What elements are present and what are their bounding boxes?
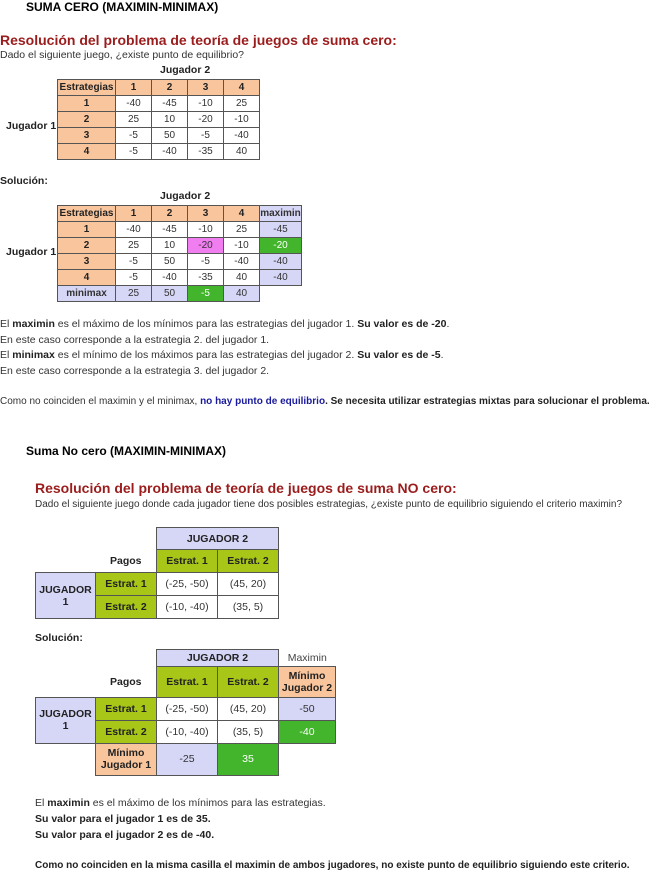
zero-sum-solution-label: Solución:	[0, 175, 48, 187]
minimax-cell: 25	[116, 286, 152, 302]
player1-header: JUGADOR 1	[36, 573, 96, 619]
cell: 10	[152, 238, 188, 254]
pagos-label: Pagos	[109, 675, 142, 688]
zero-sum-section-title: SUMA CERO (MAXIMIN-MINIMAX)	[26, 0, 219, 14]
cell: -45	[152, 222, 188, 238]
cell: -5	[116, 254, 152, 270]
col-header: Estrat. 1	[157, 550, 218, 573]
row-header: 2	[58, 112, 116, 128]
text: es el mínimo de los máximos para las estrategias del jugador 2.	[54, 349, 358, 361]
min-j1-cell: -25	[157, 743, 218, 776]
cell: -35	[188, 270, 224, 286]
col-header: 4	[224, 206, 260, 222]
col-header: 1	[116, 206, 152, 222]
cell: -10	[188, 222, 224, 238]
col-header: Estrat. 2	[218, 667, 279, 698]
cell: -5	[116, 128, 152, 144]
cell: -5	[188, 254, 224, 270]
col-header: 3	[188, 80, 224, 96]
col-header: Estrat. 2	[218, 550, 279, 573]
cell: (-10, -40)	[157, 596, 218, 619]
minimax-cell: 40	[224, 286, 260, 302]
minimax-best-cell: -5	[188, 286, 224, 302]
row-header: Estrat. 2	[96, 720, 157, 743]
maximin-cell: -40	[260, 254, 302, 270]
text: es el máximo de los mínimos para las estrategias del jugador 1.	[54, 318, 358, 330]
min-j2-cell: -50	[279, 697, 336, 720]
cell: -40	[152, 144, 188, 160]
cell: (35, 5)	[218, 720, 279, 743]
row-header: 1	[58, 222, 116, 238]
non-zero-sum-heading: Resolución del problema de teoría de juegos de suma NO cero:	[35, 480, 457, 496]
player2-header: JUGADOR 2	[157, 528, 279, 550]
text: Como no coinciden el maximin y el minimax,	[0, 396, 201, 407]
col-header: 4	[224, 80, 260, 96]
non-zero-sum-text-player2: Su valor para el jugador 2 es de -40.	[35, 829, 215, 841]
cell: -40	[224, 254, 260, 270]
text: El	[35, 797, 48, 809]
row-header: 2	[58, 238, 116, 254]
non-zero-sum-conclusion: Como no coinciden en la misma casilla el maximin de ambos jugadores, no existe punto de equilibrio siguiendo este criterio.	[35, 860, 630, 871]
cell: (-10, -40)	[157, 720, 218, 743]
text-highlight: no hay punto de equilibrio	[200, 396, 326, 407]
cell: 25	[116, 112, 152, 128]
text-bold: Su valor es de -5	[357, 349, 441, 361]
empty-corner	[279, 743, 336, 776]
cell: -10	[188, 96, 224, 112]
row-min-highlight-cell: -20	[188, 238, 224, 254]
cell: (-25, -50)	[157, 573, 218, 596]
cell: -40	[152, 270, 188, 286]
minimax-cell: 50	[152, 286, 188, 302]
non-zero-sum-text-maximin	[35, 797, 326, 809]
maximin-header: maximin	[260, 206, 302, 222]
cell: 10	[152, 112, 188, 128]
non-zero-sum-question: Dado el siguiente juego donde cada jugador tiene dos posibles estrategias, ¿existe punto de equilibrio siguiendo el criterio maximin?	[35, 499, 623, 510]
zero-sum-text-strategy1: En este caso corresponde a la estrategia 2. del jugador 1.	[0, 334, 270, 346]
non-zero-sum-problem-table	[35, 527, 279, 619]
player2-header: JUGADOR 2	[157, 650, 279, 667]
empty-corner	[36, 667, 96, 698]
row-header: Estrat. 1	[96, 697, 157, 720]
col-header: Estrat. 1	[157, 667, 218, 698]
text: .	[440, 349, 444, 361]
col-header: 2	[152, 80, 188, 96]
minimax-header: minimax	[58, 286, 116, 302]
player1-label: Jugador 1	[6, 246, 57, 258]
cell: 40	[224, 144, 260, 160]
zero-sum-problem-table	[57, 79, 260, 160]
row-header: 3	[58, 254, 116, 270]
empty-corner	[36, 528, 157, 550]
maximin-best-cell: -20	[260, 238, 302, 254]
zero-sum-solution-table	[57, 205, 302, 302]
text-bold: minimax	[12, 349, 55, 361]
row-header: 1	[58, 96, 116, 112]
maximin-cell: -45	[260, 222, 302, 238]
cell: -40	[116, 222, 152, 238]
cell: 25	[116, 238, 152, 254]
text: El	[0, 318, 13, 330]
cell: (-25, -50)	[157, 697, 218, 720]
strategies-header: Estrategias	[58, 206, 116, 222]
row-header: 4	[58, 270, 116, 286]
non-zero-sum-text-player1: Su valor para el jugador 1 es de 35.	[35, 813, 211, 825]
cell: -40	[116, 96, 152, 112]
text-bold: maximin	[47, 797, 90, 809]
col-header: 3	[188, 206, 224, 222]
cell: 50	[152, 254, 188, 270]
cell: -5	[116, 144, 152, 160]
empty-corner	[36, 743, 96, 776]
min-j2-header: Mínimo Jugador 2	[279, 667, 336, 698]
cell: -5	[116, 270, 152, 286]
strategies-header: Estrategias	[58, 80, 116, 96]
row-header: 4	[58, 144, 116, 160]
cell: -5	[188, 128, 224, 144]
empty-corner	[36, 650, 157, 667]
maximin-cell: -40	[260, 270, 302, 286]
text: .	[446, 318, 450, 330]
cell: 40	[224, 270, 260, 286]
empty-corner	[36, 550, 96, 573]
min-j1-best-cell: 35	[218, 743, 279, 776]
text-bold: maximin	[12, 318, 55, 330]
zero-sum-text-strategy3: En este caso corresponde a la estrategia 3. del jugador 2.	[0, 365, 270, 377]
non-zero-sum-solution-table	[35, 649, 336, 776]
cell: 25	[224, 96, 260, 112]
row-header: 3	[58, 128, 116, 144]
empty-corner	[260, 286, 302, 302]
text-bold: . Se necesita utilizar estrategias mixtas para solucionar el problema.	[325, 396, 650, 407]
zero-sum-text-minimax	[0, 349, 444, 361]
non-zero-sum-solution-label: Solución:	[35, 632, 83, 644]
cell: -10	[224, 112, 260, 128]
cell: -45	[152, 96, 188, 112]
cell: 50	[152, 128, 188, 144]
player2-label: Jugador 2	[160, 190, 211, 202]
zero-sum-question: Dado el siguiente juego, ¿existe punto de equilibrio?	[0, 49, 244, 61]
cell: (45, 20)	[218, 573, 279, 596]
player1-label: Jugador 1	[6, 120, 57, 132]
row-header: Estrat. 1	[96, 573, 157, 596]
min-j1-header: Mínimo Jugador 1	[96, 743, 157, 776]
cell: (35, 5)	[218, 596, 279, 619]
text-bold: Su valor es de -20	[357, 318, 447, 330]
zero-sum-heading: Resolución del problema de teoría de juegos de suma cero:	[0, 32, 397, 48]
cell: -20	[188, 112, 224, 128]
col-header: 1	[116, 80, 152, 96]
min-j2-best-cell: -40	[279, 720, 336, 743]
row-header: Estrat. 2	[96, 596, 157, 619]
player1-header: JUGADOR 1	[36, 697, 96, 743]
zero-sum-text-maximin	[0, 318, 449, 330]
text: El	[0, 349, 13, 361]
text: es el máximo de los mínimos para las estrategias.	[89, 797, 326, 809]
maximin-label: Maximin	[287, 651, 327, 664]
cell: -10	[224, 238, 260, 254]
non-zero-sum-section-title: Suma No cero (MAXIMIN-MINIMAX)	[26, 444, 227, 458]
cell: (45, 20)	[218, 697, 279, 720]
cell: -40	[224, 128, 260, 144]
pagos-label: Pagos	[109, 554, 142, 567]
cell: -35	[188, 144, 224, 160]
cell: 25	[224, 222, 260, 238]
player2-label: Jugador 2	[160, 64, 211, 76]
col-header: 2	[152, 206, 188, 222]
zero-sum-conclusion	[0, 396, 650, 407]
